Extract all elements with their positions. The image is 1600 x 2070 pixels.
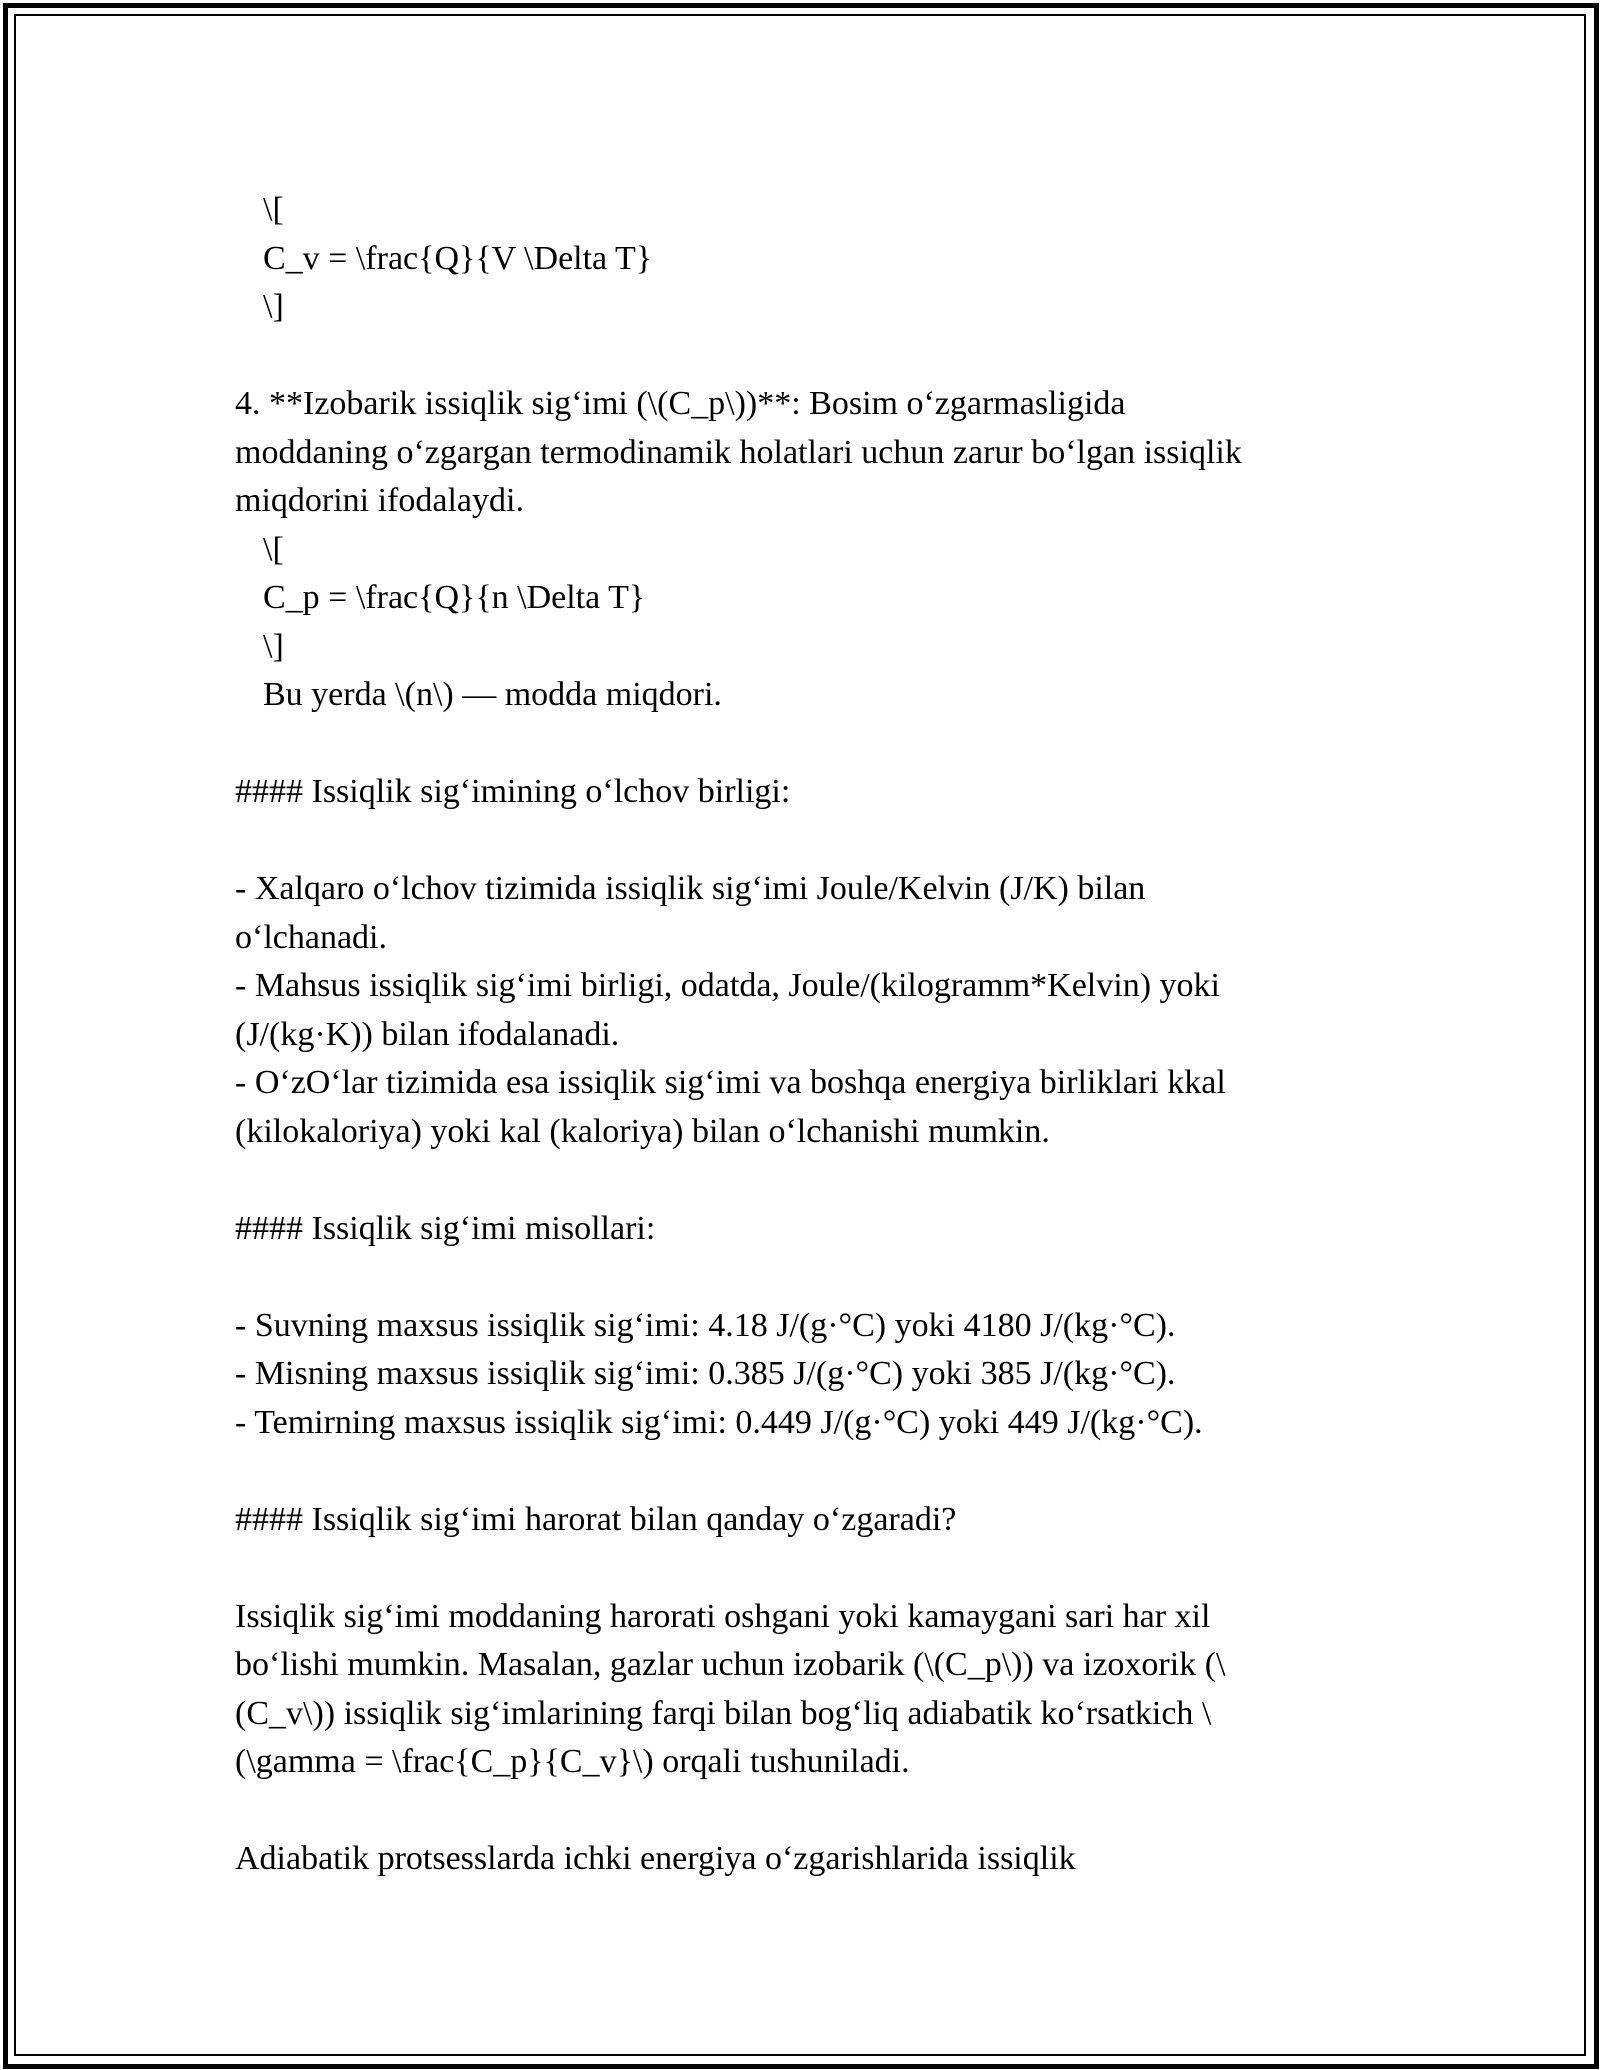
text-line: Adiabatik protsesslarda ichki energiya o‘zgarishlarida issiqlik: [235, 1840, 1076, 1877]
text-line: (C_v\)) issiqlik sig‘imlarining farqi bilan bog‘liq adiabatik ko‘rsatkich \: [235, 1694, 1212, 1732]
text-line: - Suvning maxsus issiqlik sig‘imi: 4.18 J/(g·°C) yoki 4180 J/(kg·°C).: [235, 1306, 1176, 1344]
text-line: moddaning o‘zgargan termodinamik holatlari uchun zarur bo‘lgan issiqlik: [235, 433, 1242, 471]
blank-line: [235, 817, 1365, 866]
text-line: (kilokaloriya) yoki kal (kaloriya) bilan o‘lchanishi mumkin.: [235, 1112, 1050, 1150]
blank-line: [235, 1787, 1365, 1836]
text-line: 4. **Izobarik issiqlik sig‘imi (\(C_p\))**: Bosim o‘zgarmasligida: [235, 385, 1126, 422]
text-line: \]: [263, 288, 284, 325]
text-line: - Misning maxsus issiqlik sig‘imi: 0.385 J/(g·°C) yoki 385 J/(kg·°C).: [235, 1355, 1176, 1392]
text-line: - Temirning maxsus issiqlik sig‘imi: 0.449 J/(g·°C) yoki 449 J/(kg·°C).: [235, 1403, 1203, 1441]
text-line: C_v = \frac{Q}{V \Delta T}: [263, 239, 653, 277]
text-line: miqdorini ifodalaydi.: [235, 482, 524, 519]
blank-line: [235, 720, 1365, 769]
blank-line: [235, 1156, 1365, 1205]
blank-line: [235, 332, 1365, 381]
text-line: #### Issiqlik sig‘imining o‘lchov birligi:: [235, 773, 791, 810]
text-line: bo‘lishi mumkin. Masalan, gazlar uchun izobarik (\(C_p\)) va izoxorik (\: [235, 1646, 1226, 1683]
text-line: (J/(kg·K)) bilan ifodalanadi.: [235, 1015, 620, 1053]
blank-line: [235, 1447, 1365, 1496]
blank-line: [235, 1544, 1365, 1593]
document-body: [235, 186, 1365, 1884]
text-line: - Mahsus issiqlik sig‘imi birligi, odatda, Joule/(kilogramm*Kelvin) yoki: [235, 967, 1220, 1004]
text-line: Issiqlik sig‘imi moddaning harorati oshgani yoki kamaygani sari har xil: [235, 1597, 1211, 1635]
text-line: - Xalqaro o‘lchov tizimida issiqlik sig‘imi Joule/Kelvin (J/K) bilan: [235, 870, 1146, 907]
text-line: o‘lchanadi.: [235, 918, 387, 956]
text-line: #### Issiqlik sig‘imi harorat bilan qanday o‘zgaradi?: [235, 1500, 957, 1538]
text-line: (\gamma = \frac{C_p}{C_v}\) orqali tushuniladi.: [235, 1743, 910, 1780]
text-line: \[: [263, 191, 284, 228]
text-line: - O‘zO‘lar tizimida esa issiqlik sig‘imi va boshqa energiya birliklari kkal: [235, 1064, 1226, 1101]
text-line: \]: [263, 627, 284, 665]
text-line: Bu yerda \(n\) — modda miqdori.: [263, 676, 722, 713]
text-line: #### Issiqlik sig‘imi misollari:: [235, 1209, 656, 1247]
text-line: \[: [263, 530, 284, 568]
blank-line: [235, 1253, 1365, 1302]
text-line: C_p = \frac{Q}{n \Delta T}: [263, 579, 646, 616]
